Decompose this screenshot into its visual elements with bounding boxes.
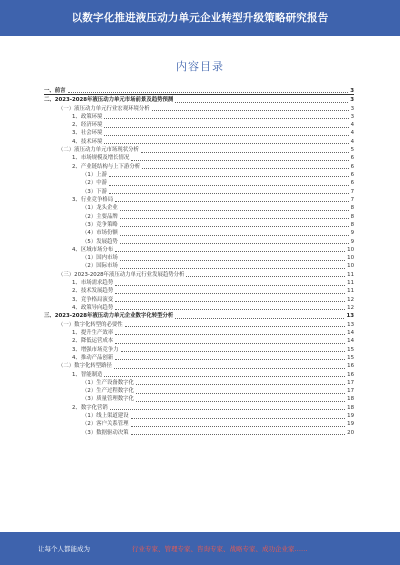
toc-entry[interactable] <box>44 129 354 137</box>
toc-entry[interactable] <box>44 420 354 428</box>
toc-entry-title: （2）中游 <box>44 181 108 186</box>
toc-entry-title: 1、政策环境 <box>44 115 103 120</box>
toc-leader-dots <box>115 301 345 302</box>
toc-entry-title: 4、政策导向趋势 <box>44 306 114 311</box>
toc-entry[interactable] <box>44 328 354 336</box>
toc-entry-title: 3、社会环境 <box>44 131 103 136</box>
toc-entry[interactable] <box>44 195 354 203</box>
toc-entry-title: （3）下游 <box>44 190 108 195</box>
toc-entry-page: 10 <box>347 246 354 253</box>
toc-entry[interactable] <box>44 403 354 411</box>
toc-leader-dots <box>131 426 346 427</box>
toc-entry[interactable] <box>44 378 354 386</box>
toc-entry[interactable] <box>44 145 354 153</box>
toc-entry-page: 16 <box>347 371 354 378</box>
toc-leader-dots <box>136 384 345 385</box>
toc-entry-page: 16 <box>347 363 354 370</box>
toc-entry-title: （一）液压动力单元行业宏观环境分析 <box>44 107 151 112</box>
toc-entry-page: 8 <box>350 221 354 228</box>
toc-entry[interactable] <box>44 212 354 220</box>
toc-leader-dots <box>104 118 348 119</box>
toc-entry-page: 10 <box>347 255 354 262</box>
toc-entry-page: 8 <box>350 213 354 220</box>
toc-entry-title: （1）龙头企业 <box>44 206 119 211</box>
toc-entry-title: （1）上游 <box>44 173 108 178</box>
toc-entry[interactable] <box>44 245 354 253</box>
toc-leader-dots <box>120 268 345 269</box>
toc-leader-dots <box>115 359 345 360</box>
toc-entry[interactable] <box>44 137 354 145</box>
toc-entry[interactable] <box>44 220 354 228</box>
toc-leader-dots <box>115 334 345 335</box>
toc-entry[interactable] <box>44 228 354 236</box>
toc-entry-title: （1）国内市场 <box>44 256 119 261</box>
toc-entry-page: 6 <box>350 180 354 187</box>
toc-entry-title: （2）主要品牌 <box>44 215 119 220</box>
toc-entry[interactable] <box>44 237 354 245</box>
footer-slogan: 让每个人都能成为 <box>38 545 90 553</box>
toc-entry-title: 2、产业链结构与上下游分析 <box>44 165 141 170</box>
toc-entry-title: （二）数字化转型路径 <box>44 364 113 369</box>
toc-leader-dots <box>109 176 349 177</box>
report-title: 以数字化推进液压动力单元企业转型升级策略研究报告 <box>71 12 329 24</box>
toc-entry-title: 4、区域市场分布 <box>44 248 114 253</box>
toc-entry[interactable] <box>44 95 354 103</box>
toc-leader-dots <box>136 393 345 394</box>
toc-entry-page: 9 <box>350 238 354 245</box>
toc-entry-page: 19 <box>347 421 354 428</box>
toc-entry[interactable] <box>44 287 354 295</box>
toc-entry-title: （3）质量管理数字化 <box>44 397 135 402</box>
toc-entry-page: 20 <box>347 429 354 436</box>
toc-leader-dots <box>115 285 345 286</box>
toc-entry-title: （5）发展趋势 <box>44 240 119 245</box>
toc-leader-dots <box>115 293 345 294</box>
toc-entry[interactable] <box>44 253 354 261</box>
toc-leader-dots <box>175 102 348 103</box>
toc-entry[interactable] <box>44 311 354 319</box>
toc-entry-title: 1、智能制造 <box>44 373 103 378</box>
toc-entry-title: （4）市场份额 <box>44 231 119 236</box>
toc-entry-page: 4 <box>350 122 354 129</box>
toc-entry[interactable] <box>44 395 354 403</box>
toc-entry-title: 2、数字化营销 <box>44 406 109 411</box>
toc-entry-title: 4、推动产品创新 <box>44 356 114 361</box>
toc-entry-page: 18 <box>347 396 354 403</box>
table-of-contents <box>44 87 354 436</box>
toc-entry-title: 2、经济环境 <box>44 123 103 128</box>
toc-entry-title: （3）竞争策略 <box>44 223 119 228</box>
toc-leader-dots <box>186 276 345 277</box>
toc-entry[interactable] <box>44 262 354 270</box>
toc-leader-dots <box>131 418 346 419</box>
toc-leader-dots <box>109 185 349 186</box>
toc-entry-title: （3）数据驱动决策 <box>44 431 130 436</box>
toc-leader-dots <box>120 226 349 227</box>
toc-entry-title: 3、增强市场竞争力 <box>44 348 120 353</box>
toc-entry-page: 6 <box>350 155 354 162</box>
report-header-bar <box>0 0 400 36</box>
toc-entry[interactable] <box>44 203 354 211</box>
toc-entry-page: 3 <box>350 97 354 104</box>
toc-leader-dots <box>114 368 345 369</box>
toc-entry-title: （一）数字化转型的必要性 <box>44 323 124 328</box>
toc-entry-page: 14 <box>347 329 354 336</box>
toc-entry-page: 3 <box>350 113 354 120</box>
toc-leader-dots <box>136 401 345 402</box>
toc-entry-page: 19 <box>347 413 354 420</box>
toc-leader-dots <box>115 251 345 252</box>
toc-leader-dots <box>120 210 349 211</box>
toc-leader-dots <box>109 193 349 194</box>
toc-entry-title: （三）2023-2028年液压动力单元行业发展趋势分析 <box>44 273 185 278</box>
toc-leader-dots <box>68 92 349 93</box>
toc-entry[interactable] <box>44 336 354 344</box>
toc-leader-dots <box>142 168 348 169</box>
toc-entry-title: 2、降低运营成本 <box>44 339 114 344</box>
toc-entry-page: 4 <box>350 130 354 137</box>
toc-entry[interactable] <box>44 270 354 278</box>
toc-entry[interactable] <box>44 411 354 419</box>
toc-entry-title: （1）线上渠道建设 <box>44 414 130 419</box>
toc-entry-page: 6 <box>350 172 354 179</box>
toc-entry-title: 2、技术发展趋势 <box>44 289 114 294</box>
toc-leader-dots <box>131 434 346 435</box>
toc-entry[interactable] <box>44 320 354 328</box>
toc-entry-page: 3 <box>350 105 354 112</box>
toc-entry-page: 6 <box>350 163 354 170</box>
toc-entry-page: 7 <box>350 188 354 195</box>
toc-entry-page: 7 <box>350 196 354 203</box>
toc-heading: 内容目录 <box>176 60 224 73</box>
toc-entry[interactable] <box>44 104 354 112</box>
toc-entry-page: 12 <box>347 296 354 303</box>
toc-leader-dots <box>104 376 345 377</box>
toc-entry[interactable] <box>44 303 354 311</box>
toc-entry-title: 三、2023-2028年液压动力单元企业数字化转型分析 <box>44 313 174 320</box>
toc-entry[interactable] <box>44 178 354 186</box>
toc-entry[interactable] <box>44 162 354 170</box>
toc-entry-page: 17 <box>347 388 354 395</box>
toc-leader-dots <box>125 326 345 327</box>
toc-entry-title: （2）客户关系管理 <box>44 422 130 427</box>
toc-entry-page: 18 <box>347 404 354 411</box>
toc-leader-dots <box>115 309 345 310</box>
toc-leader-dots <box>120 260 345 261</box>
toc-entry[interactable] <box>44 295 354 303</box>
toc-entry[interactable] <box>44 370 354 378</box>
toc-leader-dots <box>141 152 349 153</box>
toc-entry-title: 3、竞争格局演变 <box>44 298 114 303</box>
toc-leader-dots <box>104 143 348 144</box>
toc-entry[interactable] <box>44 120 354 128</box>
toc-leader-dots <box>152 110 349 111</box>
toc-entry[interactable] <box>44 353 354 361</box>
footer-roles: 行业专家、管理专家、咨询专家、战略专家、成功企业家…… <box>132 545 308 553</box>
toc-entry-page: 13 <box>347 321 354 328</box>
toc-leader-dots <box>121 351 346 352</box>
toc-entry-page: 17 <box>347 379 354 386</box>
toc-entry-title: 1、市场规模及增长情况 <box>44 156 130 161</box>
toc-entry[interactable] <box>44 361 354 369</box>
toc-entry-title: （2）国际市场 <box>44 264 119 269</box>
toc-entry-title: （1）生产设备数字化 <box>44 381 135 386</box>
toc-entry[interactable] <box>44 428 354 436</box>
toc-entry[interactable] <box>44 154 354 162</box>
toc-entry[interactable] <box>44 345 354 353</box>
toc-entry[interactable] <box>44 112 354 120</box>
toc-entry[interactable] <box>44 87 354 95</box>
toc-entry-page: 15 <box>347 346 354 353</box>
footer-bar <box>0 532 400 565</box>
toc-leader-dots <box>104 127 348 128</box>
toc-entry-title: 1、提升生产效率 <box>44 331 114 336</box>
toc-leader-dots <box>120 243 349 244</box>
toc-entry-page: 15 <box>347 354 354 361</box>
toc-leader-dots <box>110 409 345 410</box>
toc-entry-page: 14 <box>347 338 354 345</box>
toc-leader-dots <box>175 318 344 319</box>
toc-entry-title: 一、前言 <box>44 87 66 94</box>
toc-entry-page: 8 <box>350 205 354 212</box>
toc-leader-dots <box>120 218 349 219</box>
toc-entry-title: 3、行业竞争格局 <box>44 198 114 203</box>
toc-leader-dots <box>115 343 345 344</box>
toc-entry[interactable] <box>44 170 354 178</box>
toc-entry[interactable] <box>44 386 354 394</box>
toc-entry-title: （二）液压动力单元市场现状分析 <box>44 148 140 153</box>
toc-entry-page: 12 <box>347 305 354 312</box>
toc-leader-dots <box>131 160 348 161</box>
toc-leader-dots <box>104 135 348 136</box>
toc-entry-title: （2）生产过程数字化 <box>44 389 135 394</box>
toc-entry[interactable] <box>44 278 354 286</box>
toc-entry-page: 5 <box>350 147 354 154</box>
toc-entry-page: 11 <box>347 280 354 287</box>
toc-entry-title: 1、市场需求趋势 <box>44 281 114 286</box>
toc-entry-title: 二、2023-2028年液压动力单元市场前景及趋势预测 <box>44 97 174 104</box>
toc-entry-page: 9 <box>350 230 354 237</box>
toc-leader-dots <box>120 235 349 236</box>
toc-entry[interactable] <box>44 187 354 195</box>
toc-entry-page: 13 <box>346 313 354 320</box>
toc-entry-page: 11 <box>347 288 354 295</box>
toc-entry-page: 11 <box>347 271 354 278</box>
toc-entry-page: 3 <box>350 87 354 94</box>
toc-leader-dots <box>115 201 348 202</box>
toc-entry-title: 4、技术环境 <box>44 140 103 145</box>
toc-entry-page: 10 <box>347 263 354 270</box>
toc-entry-page: 4 <box>350 138 354 145</box>
